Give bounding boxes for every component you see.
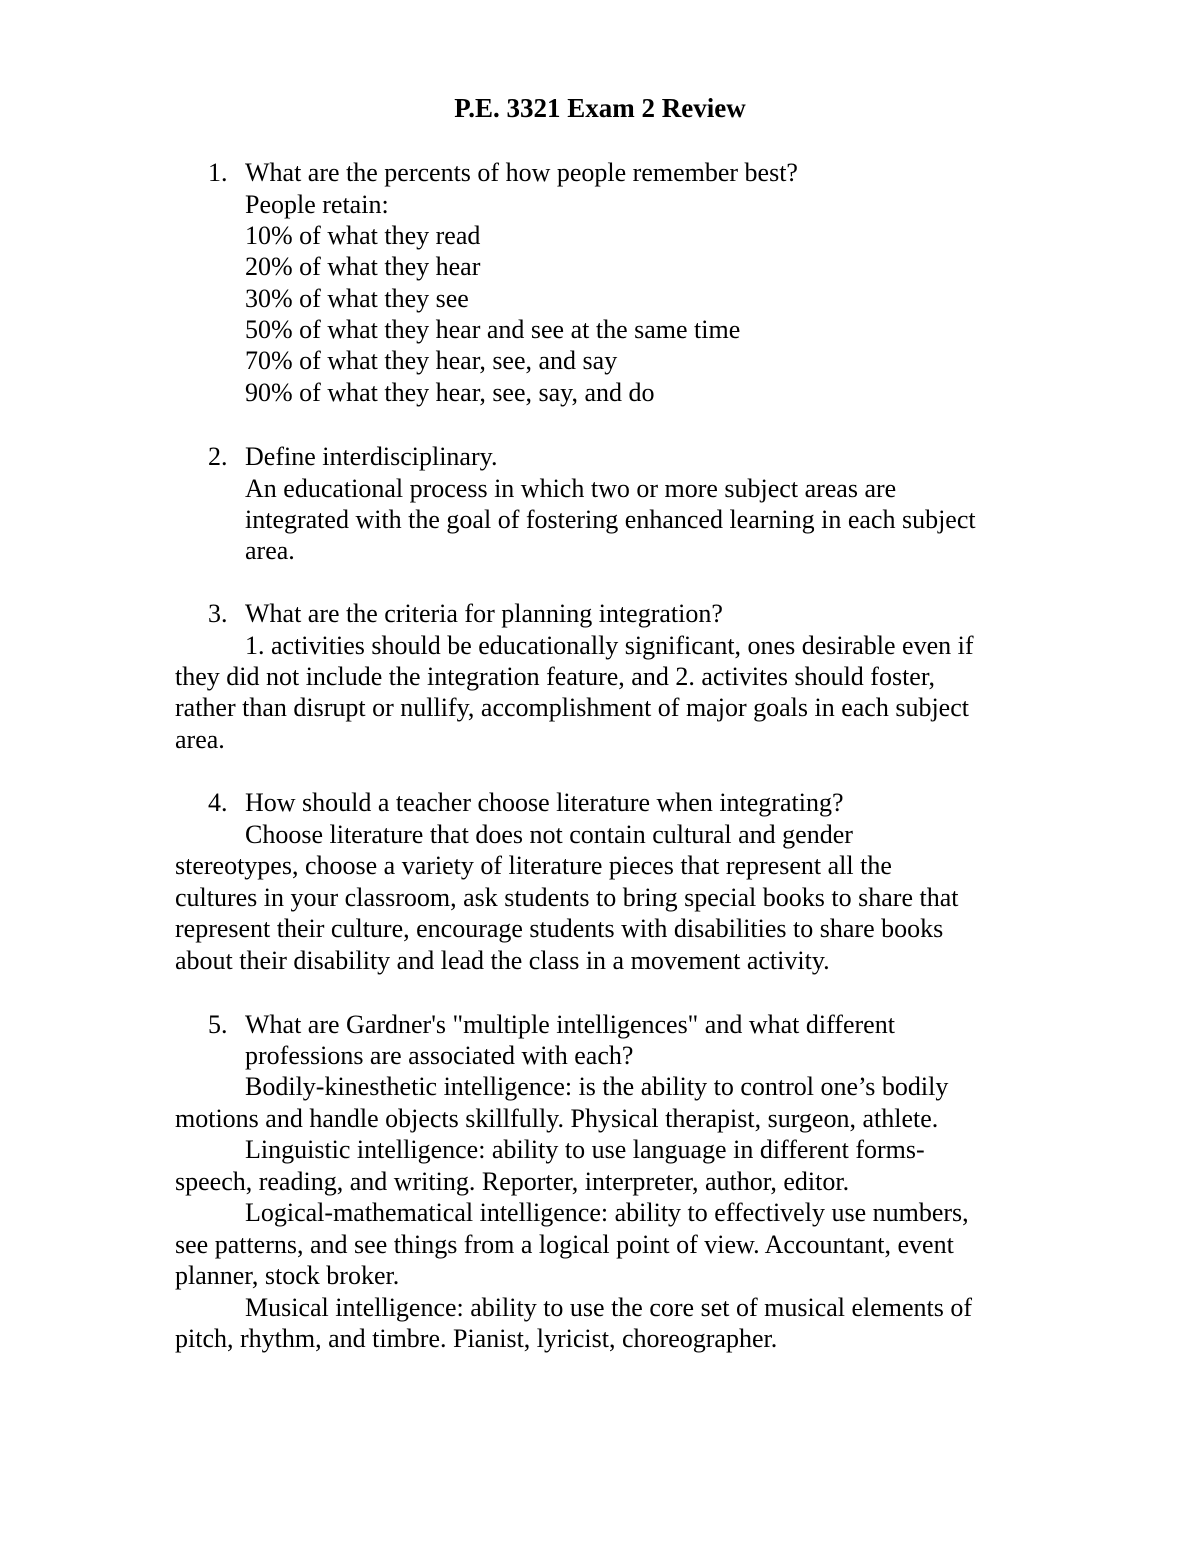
answer-line: 10% of what they read: [245, 221, 481, 250]
question-text: What are the percents of how people remember best?: [245, 158, 798, 187]
question-number: 4.: [208, 788, 228, 817]
answer-line: Bodily-kinesthetic intelligence: is the ability to control one’s bodily: [245, 1072, 949, 1101]
answer-line: motions and handle objects skillfully. Physical therapist, surgeon, athlete.: [175, 1104, 939, 1133]
answer-line: area.: [175, 725, 225, 754]
answer-line: pitch, rhythm, and timbre. Pianist, lyricist, choreographer.: [175, 1324, 778, 1353]
answer-line: 30% of what they see: [245, 284, 469, 313]
answer-line: about their disability and lead the class in a movement activity.: [175, 946, 830, 975]
question-text: What are Gardner's "multiple intelligences" and what different: [245, 1010, 895, 1039]
answer-line: Linguistic intelligence: ability to use language in different forms-: [245, 1135, 925, 1164]
answer-line: rather than disrupt or nullify, accomplishment of major goals in each subject: [175, 693, 969, 722]
answer-line: planner, stock broker.: [175, 1261, 400, 1290]
answer-line: Musical intelligence: ability to use the core set of musical elements of: [245, 1293, 973, 1322]
answer-line: integrated with the goal of fostering enhanced learning in each subject: [245, 505, 976, 534]
answer-line: 90% of what they hear, see, say, and do: [245, 378, 655, 407]
question-text: How should a teacher choose literature when integrating?: [245, 788, 844, 817]
answer-line: 70% of what they hear, see, and say: [245, 346, 618, 375]
answer-line: People retain:: [245, 190, 389, 219]
answer-line: An educational process in which two or more subject areas are: [245, 474, 897, 503]
answer-line: 20% of what they hear: [245, 252, 481, 281]
answer-line: area.: [245, 536, 295, 565]
answer-line: they did not include the integration feature, and 2. activites should foster,: [175, 662, 935, 691]
question-text: professions are associated with each?: [245, 1041, 634, 1070]
question-text: What are the criteria for planning integration?: [245, 599, 723, 628]
question-number: 2.: [208, 442, 228, 471]
answer-line: 1. activities should be educationally significant, ones desirable even if: [245, 631, 974, 660]
page-title: P.E. 3321 Exam 2 Review: [454, 93, 746, 123]
answer-line: stereotypes, choose a variety of literature pieces that represent all the: [175, 851, 892, 880]
question-number: 5.: [208, 1010, 228, 1039]
question-number: 3.: [208, 599, 228, 628]
question-number: 1.: [208, 158, 228, 187]
answer-line: Logical-mathematical intelligence: ability to effectively use numbers,: [245, 1198, 969, 1227]
answer-line: speech, reading, and writing. Reporter, interpreter, author, editor.: [175, 1167, 850, 1196]
answer-line: Choose literature that does not contain cultural and gender: [245, 820, 853, 849]
answer-line: 50% of what they hear and see at the same time: [245, 315, 741, 344]
answer-line: represent their culture, encourage students with disabilities to share books: [175, 914, 944, 943]
answer-line: see patterns, and see things from a logical point of view. Accountant, event: [175, 1230, 954, 1259]
answer-line: cultures in your classroom, ask students to bring special books to share that: [175, 883, 959, 912]
question-text: Define interdisciplinary.: [245, 442, 498, 471]
